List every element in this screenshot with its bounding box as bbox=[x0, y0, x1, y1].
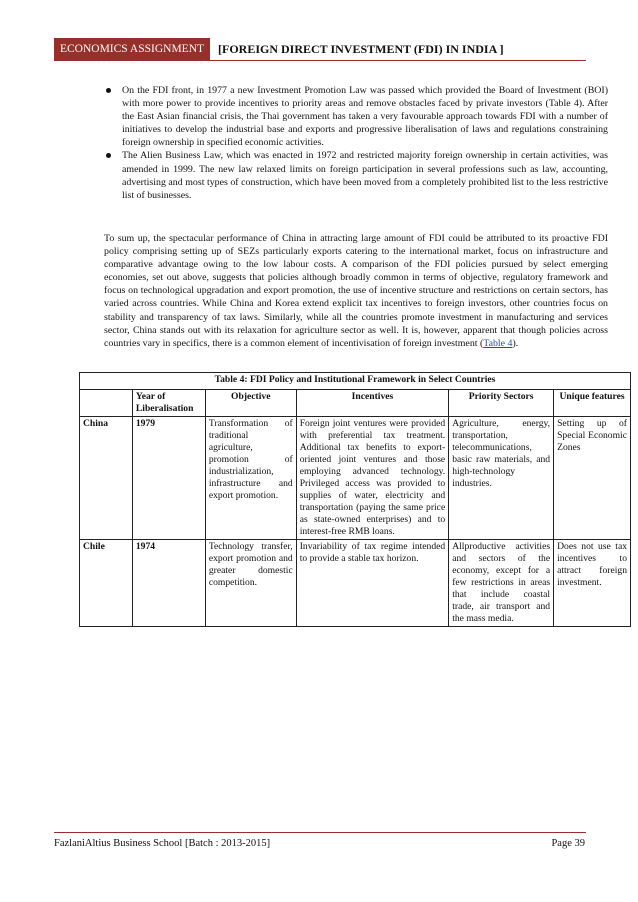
summary-paragraph bbox=[104, 232, 608, 350]
header-divider bbox=[54, 60, 586, 61]
page-header bbox=[54, 38, 586, 60]
header-year: Year of Liberalisation bbox=[132, 390, 205, 417]
table-row bbox=[80, 417, 631, 540]
cell-priority-sectors: Agriculture, energy, transportation, telecommunications, basic raw materials, and high-technology industries. bbox=[449, 417, 554, 540]
cell-country: Chile bbox=[80, 540, 133, 627]
header-priority-sectors: Priority Sectors bbox=[449, 390, 554, 417]
list-item bbox=[104, 84, 608, 149]
bullet-icon bbox=[106, 153, 111, 158]
cell-unique-features: Setting up of Special Economic Zones bbox=[554, 417, 631, 540]
table-header-row bbox=[80, 390, 631, 417]
cell-unique-features: Does not use tax incentives to attract foreign investment. bbox=[554, 540, 631, 627]
bullet-text: On the FDI front, in 1977 a new Investment Promotion Law was passed which provided the Board of Investment (BOI) with more power to provide incentives to priority areas and remove obstacles faced by private investors (Table 4). After the East Asian financial crisis, the Thai government has taken a very favourable approach towards FDI with a number of initiatives to develop the industrial base and exports and progressive liberalisation of laws and regulations constraining foreign ownership in specified economic activities. bbox=[122, 85, 608, 149]
bullet-list bbox=[104, 84, 608, 202]
footer-divider bbox=[54, 832, 586, 833]
table-caption: Table 4: FDI Policy and Institutional Framework in Select Countries bbox=[80, 373, 631, 390]
header-objective: Objective bbox=[205, 390, 296, 417]
bullet-text: The Alien Business Law, which was enacted in 1972 and restricted majority foreign ownership in certain activities, was amended in 1999. The new law relaxed limits on foreign participation in several professions such as law, accounting, advertising and most types of construction, which have been moved from a completely prohibited list to the less restrictive list of businesses. bbox=[122, 150, 608, 201]
header-section-tab: ECONOMICS ASSIGNMENT bbox=[54, 38, 210, 60]
cell-incentives: Invariability of tax regime intended to provide a stable tax horizon. bbox=[296, 540, 448, 627]
list-item bbox=[104, 149, 608, 201]
cell-country: China bbox=[80, 417, 133, 540]
cell-incentives: Foreign joint ventures were provided with preferential tax treatment. Additional tax benefits to export-oriented joint ventures and those employing advanced technology. Privileged access was provided to supplies of water, electricity and transportation (paying the same price as state-owned enterprises) and to interest-free RMB loans. bbox=[296, 417, 448, 540]
page-number: Page 39 bbox=[551, 838, 585, 849]
cell-objective: Transformation of traditional agriculture, promotion of industrialization, infrastructure and export promotion. bbox=[205, 417, 296, 540]
header-title: [FOREIGN DIRECT INVESTMENT (FDI) IN INDIA ] bbox=[218, 42, 504, 56]
paragraph-tail: ). bbox=[512, 337, 519, 349]
footer-school: FazlaniAltius Business School [Batch : 2013-2015] bbox=[54, 838, 271, 849]
cell-priority-sectors: Allproductive activities and sectors of the economy, except for a few restrictions in areas that include coastal trade, air transport and the mass media. bbox=[449, 540, 554, 627]
header-country bbox=[80, 390, 133, 417]
table-row bbox=[80, 540, 631, 627]
cell-year: 1979 bbox=[132, 417, 205, 540]
table-4-link[interactable]: Table 4 bbox=[483, 337, 513, 349]
cell-year: 1974 bbox=[132, 540, 205, 627]
header-incentives: Incentives bbox=[296, 390, 448, 417]
cell-objective: Technology transfer, export promotion and greater domestic competition. bbox=[205, 540, 296, 627]
paragraph-text: To sum up, the spectacular performance of China in attracting large amount of FDI could be attributed to its proactive FDI policy comprising setting up of SEZs particularly exports catering to the international market, focus on infrastructure and comparative advantage owing to the low labour costs. A comparison of the FDI policies pursued by select emerging economies, set out above, suggests that policies although broadly common in terms of objective, regulatory framework and focus on technological upgradation and export promotion, the use of incentive structure and restrictions on certain sectors, has varied across countries. While China and Korea extend explicit tax incentives to foreign investors, other countries focus on stability and transparency of tax laws. Similarly, while all the countries promote investment in manufacturing and services sector, China stands out with its relaxation for agriculture sector as well. It is, however, apparent that though policies across countries vary in specifics, there is a common element of incentivisation of foreign investment ( bbox=[104, 233, 608, 349]
header-unique-features: Unique features bbox=[554, 390, 631, 417]
fdi-policy-table bbox=[79, 372, 631, 627]
bullet-icon bbox=[106, 88, 111, 93]
